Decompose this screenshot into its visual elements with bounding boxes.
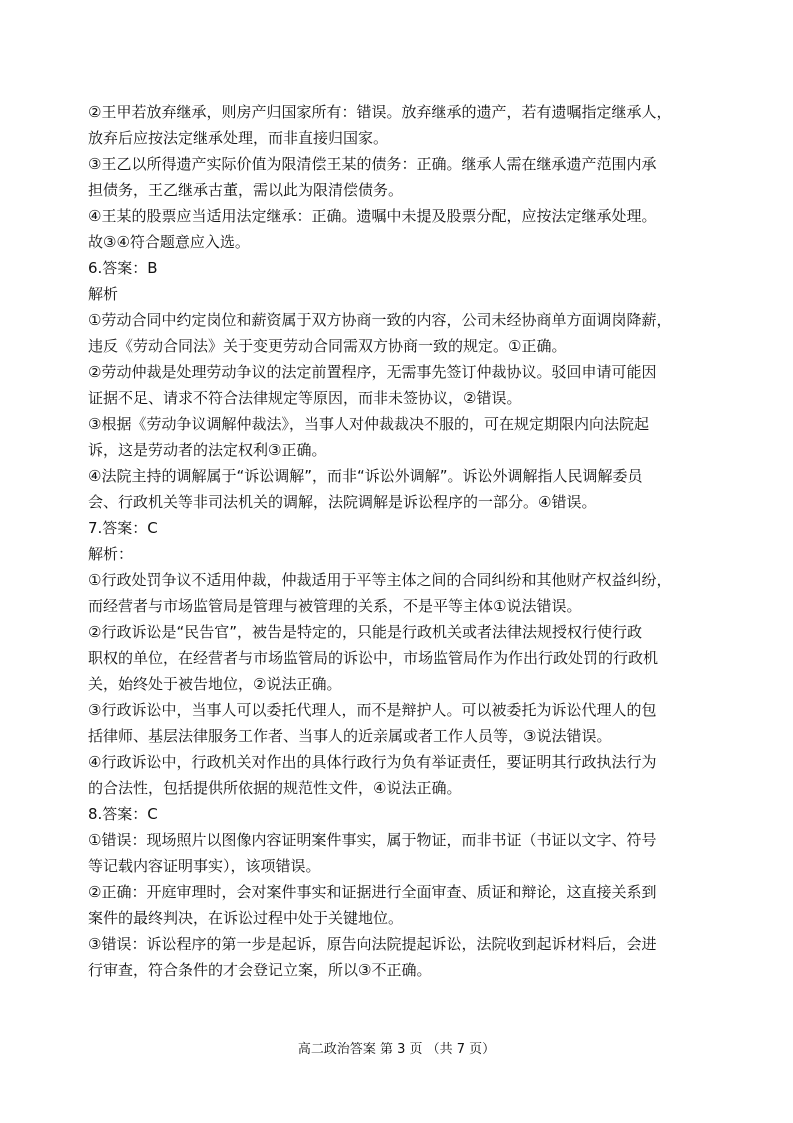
text-line: 解析： xyxy=(88,545,134,563)
text-line: 而经营者与市场监管局是管理与被管理的关系，不是平等主体①说法错误。 xyxy=(88,597,582,615)
text-line: ③错误：诉讼程序的第一步是起诉，原告向法院提起诉讼，法院收到起诉材料后，会进 xyxy=(88,935,657,953)
text-line: ②正确：开庭审理时，会对案件事实和证据进行全面审查、质证和辩论，这直接关系到 xyxy=(88,883,657,901)
text-line: 7.答案：C xyxy=(88,519,158,537)
text-line: ②行政诉讼是“民告官”，被告是特定的，只能是行政机关或者法律法规授权行使行政 xyxy=(88,623,642,641)
text-line: 8.答案：C xyxy=(88,805,158,823)
text-line: ④法院主持的调解属于“诉讼调解”，而非“诉讼外调解”。诉讼外调解指人民调解委员 xyxy=(88,467,643,485)
text-line: ④行政诉讼中，行政机关对作出的具体行政行为负有举证责任，要证明其行政执法行为 xyxy=(88,753,657,771)
text-line: 会、行政机关等非司法机关的调解，法院调解是诉讼程序的一部分。④错误。 xyxy=(88,493,597,511)
text-line: 诉，这是劳动者的法定权利③正确。 xyxy=(88,441,327,459)
text-line: 证据不足、请求不符合法律规定等原因，而非未签协议，②错误。 xyxy=(88,389,522,407)
text-line: 担债务，王乙继承古董，需以此为限清偿债务。 xyxy=(88,181,404,199)
text-line: 解析 xyxy=(88,285,119,303)
text-line: 故③④符合题意应入选。 xyxy=(88,233,250,251)
text-line: ①错误：现场照片以图像内容证明案件事实，属于物证，而非书证（书证以文字、符号 xyxy=(88,831,657,849)
text-line: 行审查，符合条件的才会登记立案，所以③不正确。 xyxy=(88,961,432,979)
text-line: ④王某的股票应当适用法定继承：正确。遗嘱中未提及股票分配，应按法定继承处理。 xyxy=(88,207,657,225)
text-line: 违反《劳动合同法》关于变更劳动合同需双方协商一致的规定。①正确。 xyxy=(88,337,567,355)
text-line: 6.答案：B xyxy=(88,259,158,277)
text-line: 职权的单位，在经营者与市场监管局的诉讼中，市场监管局作为作出行政处罚的行政机 xyxy=(88,649,659,667)
text-line: ③王乙以所得遗产实际价值为限清偿王某的债务：正确。继承人需在继承遗产范围内承 xyxy=(88,155,657,173)
text-line: 的合法性，包括提供所依据的规范性文件，④说法正确。 xyxy=(88,779,462,797)
text-line: ①劳动合同中约定岗位和薪资属于双方协商一致的内容，公司未经协商单方面调岗降薪， xyxy=(88,311,672,329)
text-line: 案件的最终判决，在诉讼过程中处于关键地位。 xyxy=(88,909,404,927)
text-line: 放弃后应按法定继承处理，而非直接归国家。 xyxy=(88,129,389,147)
text-line: 括律师、基层法律服务工作者、当事人的近亲属或者工作人员等，③说法错误。 xyxy=(88,727,612,745)
text-line: ①行政处罚争议不适用仲裁，仲裁适用于平等主体之间的合同纠纷和其他财产权益纠纷， xyxy=(88,571,672,589)
text-line: 关，始终处于被告地位，②说法正确。 xyxy=(88,675,342,693)
text-line: ②劳动仲裁是处理劳动争议的法定前置程序，无需事先签订仲裁协议。驳回申请可能因 xyxy=(88,363,657,381)
text-line: ③行政诉讼中，当事人可以委托代理人，而不是辩护人。可以被委托为诉讼代理人的包 xyxy=(88,701,657,719)
answer-text-body xyxy=(88,99,710,983)
text-line: 等记载内容证明事实），该项错误。 xyxy=(88,857,321,875)
page-footer: 高二政治答案 第 3 页 （共 7 页） xyxy=(297,1042,496,1057)
text-line: ③根据《劳动争议调解仲裁法》，当事人对仲裁裁决不服的，可在规定期限内向法院起 xyxy=(88,415,649,433)
text-line: ②王甲若放弃继承，则房产归国家所有：错误。放弃继承的遗产，若有遗嘱指定继承人， xyxy=(88,103,672,121)
